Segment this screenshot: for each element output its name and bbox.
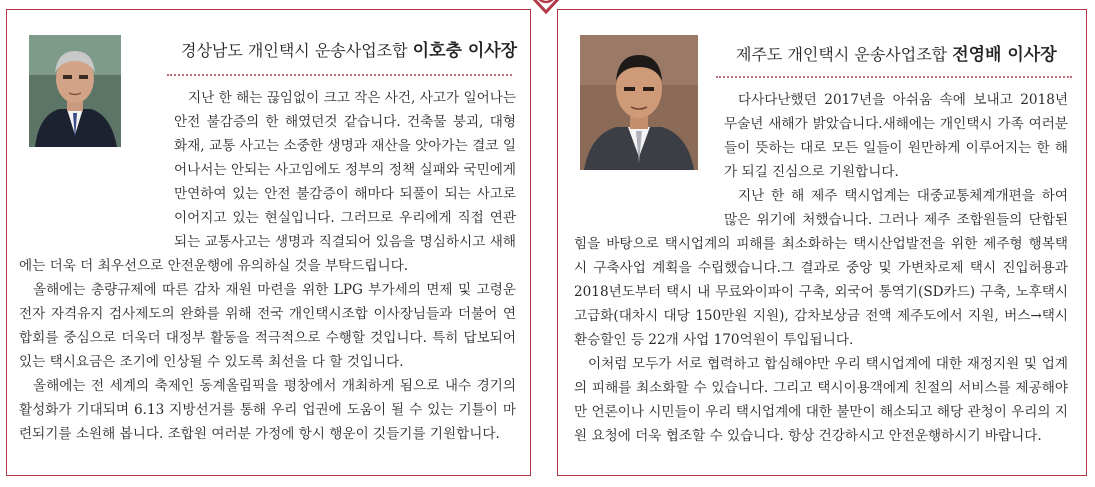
right-greeting-panel xyxy=(557,9,1087,476)
right-paragraph: 이처럼 모두가 서로 협력하고 합심해야만 우리 택시업계에 대한 재정지원 및 업계의 피해를 최소화할 수 있습니다. 그리고 택시이용객에게 친절의 서비스를 제공해야만 언론이나 시민들이 우리 택시업계에 대한 불만이 해소되고 해당 관청이 우리의 지원 요청에 더욱 협조할 수 있습니다. 항상 건강하시고 안전운행하시기 바랍니다. xyxy=(574,356,1069,444)
right-body xyxy=(574,88,1068,448)
right-title: 제주도 개인택시 운송사업조합 전영배 이사장 xyxy=(736,45,1057,65)
left-body xyxy=(19,86,516,446)
left-title-divider xyxy=(167,74,512,76)
left-paragraph: 올해에는 총량규제에 따른 감차 재원 마련을 위한 LPG 부가세의 면제 및 고령운전자 자격유지 검사제도의 완화를 위해 전국 개인택시조합 이사장님들과 더불어 연합회를 중심으로 더욱더 대정부 활동을 적극적으로 수행할 것입니다. 특히 답보되어 있는 택시요금은 조기에 인상될 수 있도록 최선을 다 할 것입니다. xyxy=(19,282,516,370)
right-paragraph: 다사다난했던 2017년을 아쉬움 속에 보내고 2018년 무술년 새해가 밝았습니다.새해에는 개인택시 가족 여러분들이 뜻하는 대로 모든 일들이 원만하게 이루어지는 한 해가 되길 진심으로 기원합니다. xyxy=(724,92,1068,180)
left-paragraph: 올해에는 전 세계의 축제인 동계올림픽을 평창에서 개최하게 됨으로 내수 경기의 활성화가 기대되며 6.13 지방선거를 통해 우리 업권에 도움이 될 수 있는 기틀이 마련되기를 소원해 봅니다. 조합원 여러분 가정에 항시 행운이 깃들기를 기원합니다. xyxy=(19,378,516,442)
right-title-divider xyxy=(716,76,1072,78)
left-greeting-panel xyxy=(6,9,531,476)
left-title: 경상남도 개인택시 운송사업조합 이호충 이사장 xyxy=(181,41,518,61)
left-paragraph: 지난 한 해는 끊임없이 크고 작은 사건, 사고가 일어나는 안전 불감증의 한 해였던것 같습니다. 건축물 붕괴, 대형 화재, 교통 사고는 소중한 생명과 재산을 앗아가는 결코 일어나서는 안되는 사고임에도 정부의 정책 실패와 국민에게 만연하여 있는 안전 불감증이 해마다 되풀이 되는 사고로 이어지고 있는 현실입니다. 그러므로 우리에게 직접 연관되는 교통사고는 생명과 직결되어 있음을 명심하시고 새해에는 더욱 더 최우선으로 안전운행에 유의하실 것을 부탁드립니다. xyxy=(19,90,516,274)
right-paragraph: 지난 한 해 제주 택시업계는 대중교통체계개편을 하여 많은 위기에 처했습니다. 그러나 제주 조합원들의 단합된 힘을 바탕으로 택시업계의 피해를 최소화하는 택시산업발전을 위한 제주형 행복택시 구축사업 계획을 수립했습니다.그 결과로 중앙 및 가변차로제 택시 진입허용과 2018년도부터 택시 내 무료와이파이 구축, 외국어 통역기(SD카드) 구축, 노후택시 고급화(대차시 대당 150만원 지원), 감차보상금 전액 제주도에서 지원, 버스→택시 환승할인 등 22개 사업 170억원이 투입됩니다. xyxy=(574,188,1068,348)
